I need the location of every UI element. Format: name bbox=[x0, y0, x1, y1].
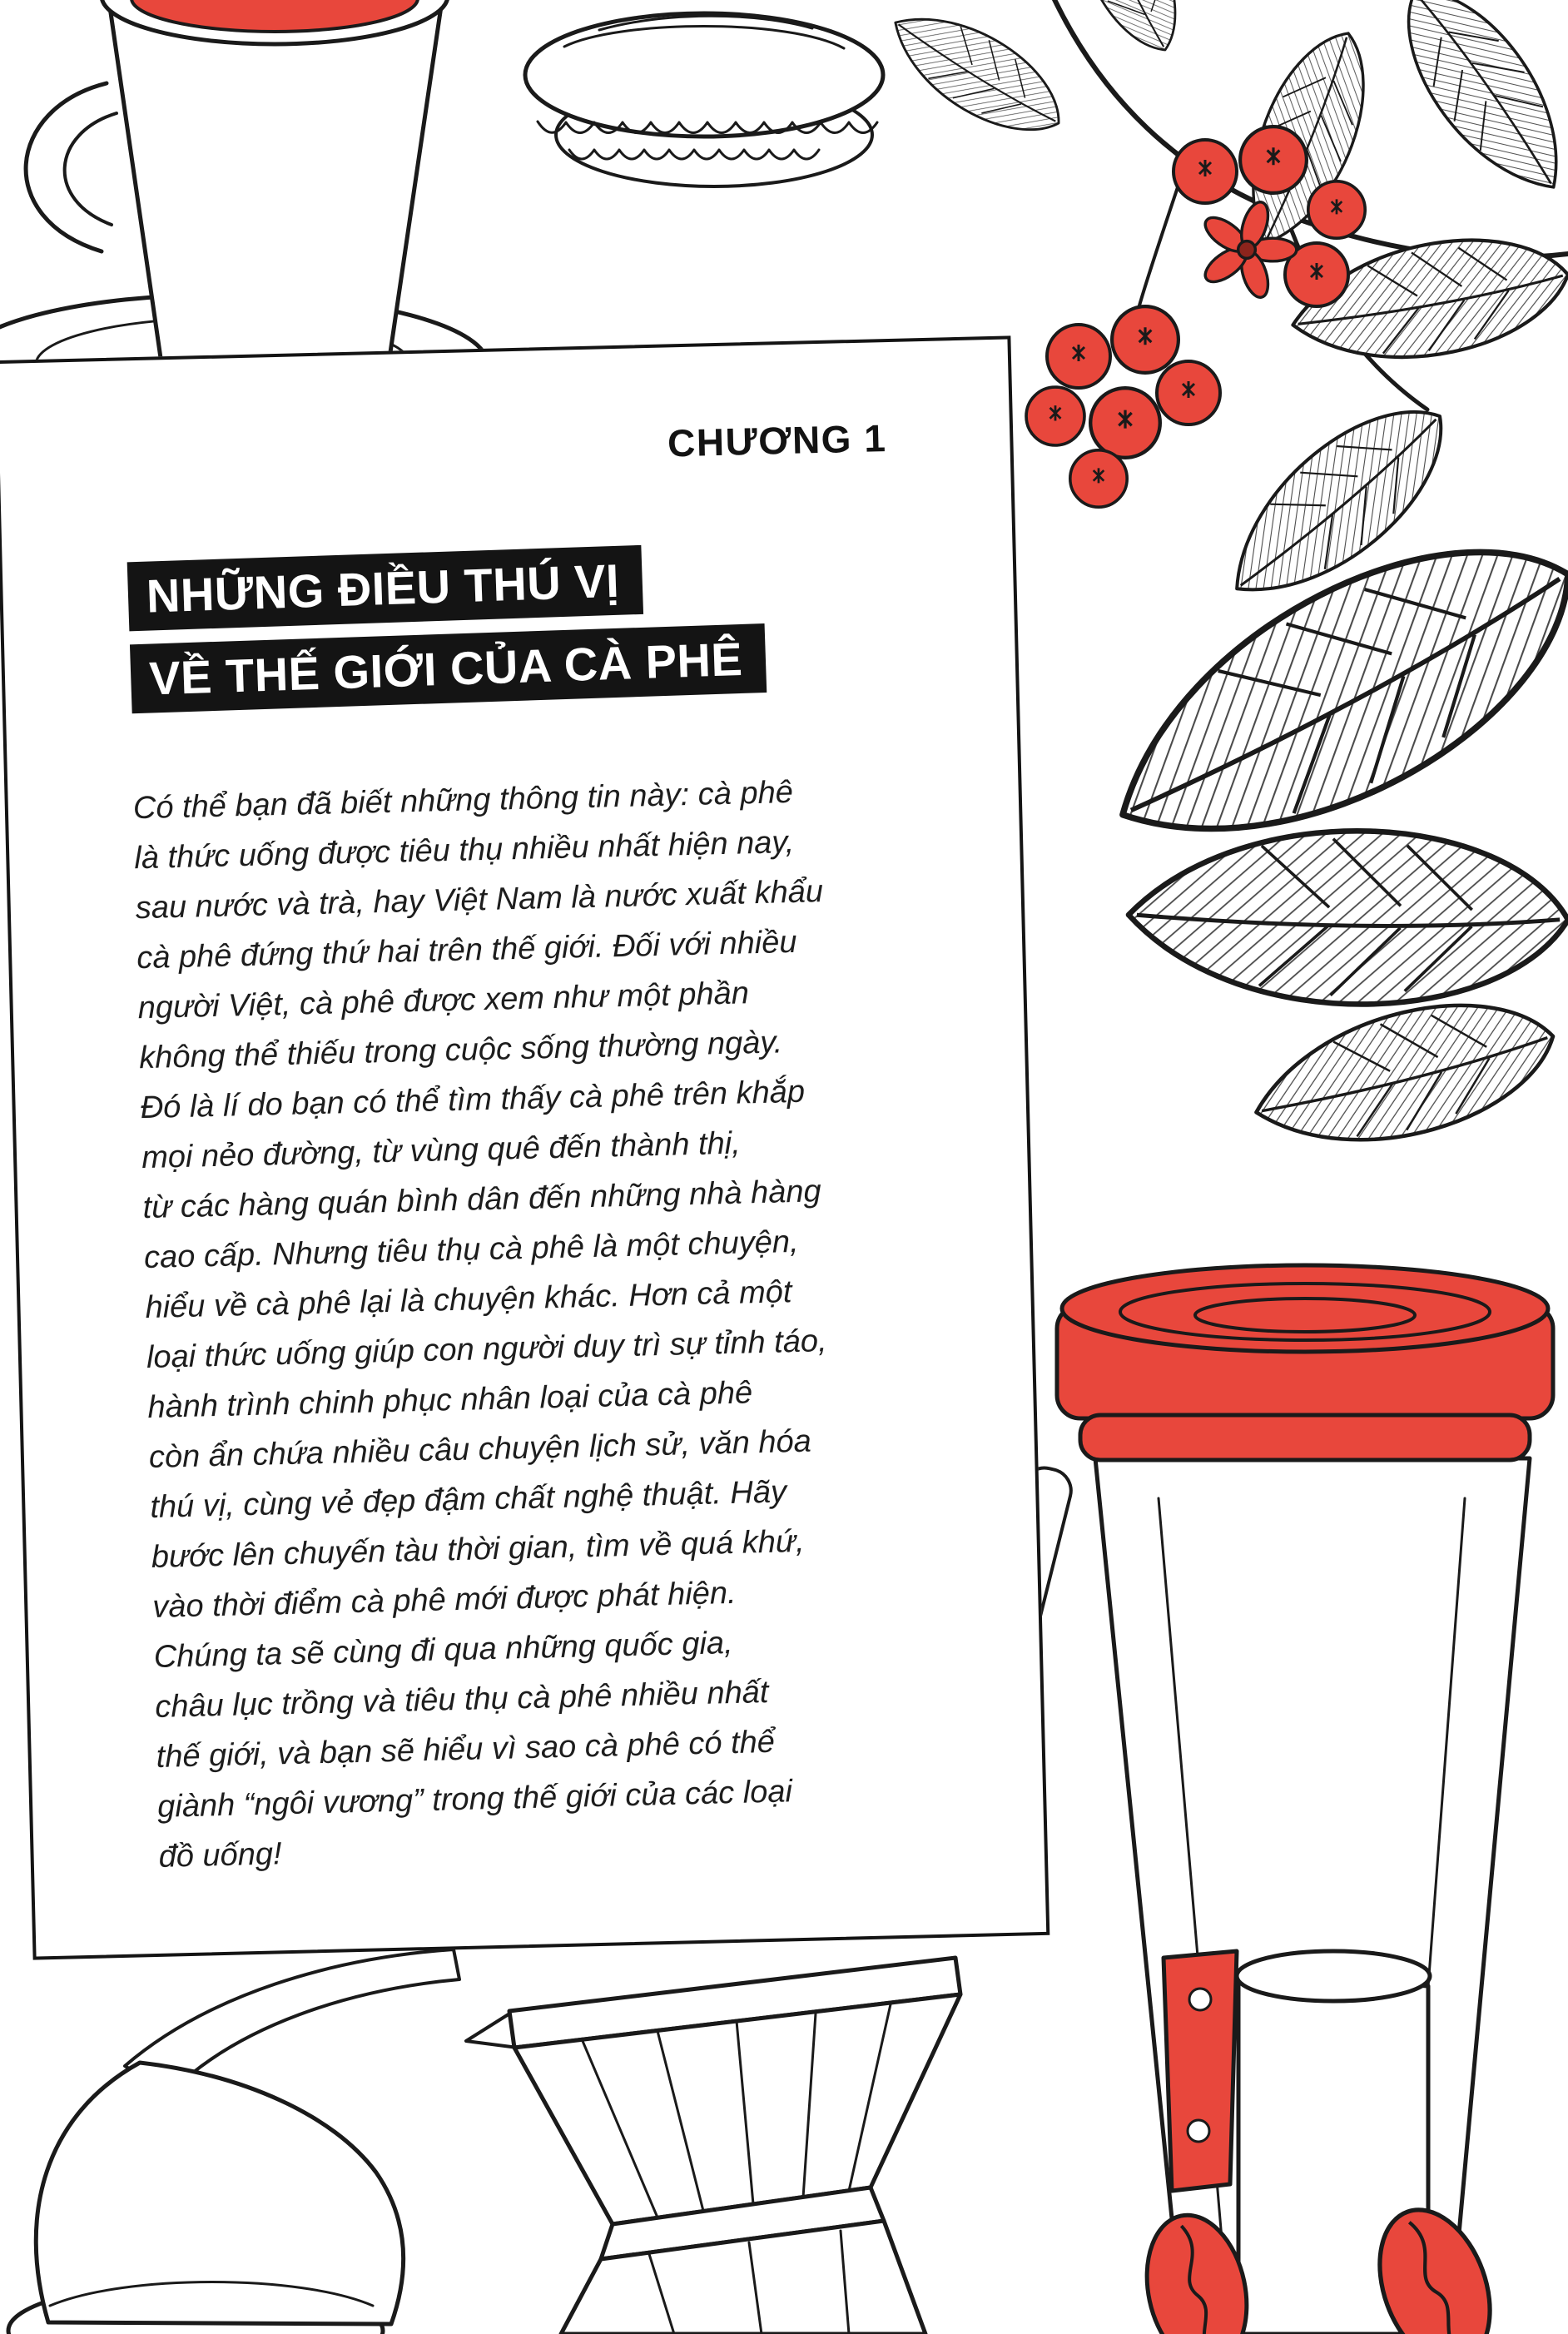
body-line: vào thời điểm cà phê mới được phát hiện. bbox=[151, 1575, 737, 1625]
body-line: Chúng ta sẽ cùng đi qua những quốc gia, bbox=[153, 1625, 734, 1675]
body-line: sau nước và trà, hay Việt Nam là nước xuất khẩu bbox=[135, 874, 824, 926]
kettle-illustration bbox=[8, 1949, 459, 2334]
body-line: còn ẩn chứa nhiều câu chuyện lịch sử, văn hóa bbox=[148, 1423, 812, 1476]
chapter-title-line-2: VỀ THẾ GIỚI CỦA CÀ PHÊ bbox=[130, 623, 767, 713]
body-line: châu lục trồng và tiêu thụ cà phê nhiều nhất bbox=[154, 1674, 769, 1725]
body-line: Đó là lí do bạn có thể tìm thấy cà phê trên khắp bbox=[140, 1074, 806, 1126]
body-line: Có thể bạn đã biết những thông tin này: cà phê bbox=[132, 774, 794, 827]
body-line: người Việt, cà phê được xem như một phần bbox=[137, 976, 750, 1026]
body-line: thế giới, và bạn sẽ hiểu vì sao cà phê có thể bbox=[156, 1724, 776, 1775]
chapter-label: CHƯƠNG 1 bbox=[667, 416, 887, 465]
body-line: đồ uống! bbox=[158, 1836, 283, 1875]
body-line: không thể thiếu trong cuộc sống thường ngày. bbox=[138, 1025, 783, 1076]
body-line: bước lên chuyến tàu thời gian, tìm về quá khứ, bbox=[151, 1523, 806, 1576]
body-line: hiểu về cà phê lại là chuyện khác. Hơn cả một bbox=[145, 1274, 792, 1326]
body-line: mọi nẻo đường, từ vùng quê đến thành thị, bbox=[141, 1125, 742, 1176]
body-line: cao cấp. Nhưng tiêu thụ cà phê là một chuyện, bbox=[143, 1224, 800, 1276]
chapter-title-line-1: NHỮNG ĐIỀU THÚ VỊ bbox=[127, 545, 644, 631]
body-line: hành trình chinh phục nhân loại của cà phê bbox=[146, 1375, 753, 1426]
body-line: loại thức uống giúp con người duy trì sự tỉnh táo, bbox=[146, 1323, 827, 1376]
body-line: là thức uống được tiêu thụ nhiều nhất hiện nay, bbox=[133, 824, 795, 876]
body-line: thú vị, cùng vẻ đẹp đậm chất nghệ thuật. Hãy bbox=[149, 1474, 787, 1526]
body-line: giành “ngôi vương” trong thế giới của các loại bbox=[156, 1774, 793, 1825]
body-line: cà phê đứng thứ hai trên thế giới. Đối với nhiều bbox=[136, 924, 797, 976]
body-line: từ các hàng quán bình dân đến những nhà hàng bbox=[142, 1174, 822, 1226]
moka-pot-illustration bbox=[466, 1958, 960, 2334]
